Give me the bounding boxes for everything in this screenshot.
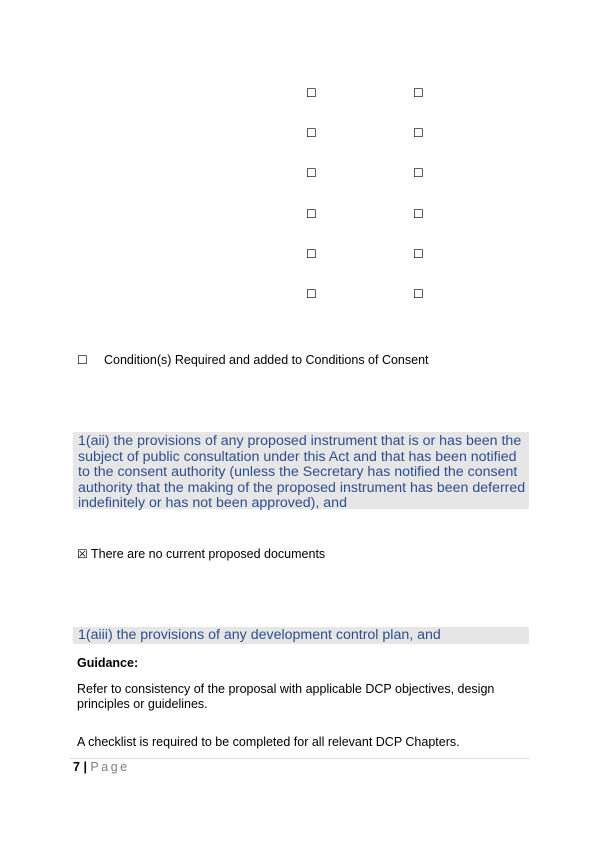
guidance-paragraph-1: Refer to consistency of the proposal with applicable DCP objectives, design principles or guidelines. — [77, 682, 495, 711]
proposed-documents-row — [77, 547, 527, 562]
proposed-documents-label: There are no current proposed documents — [91, 547, 326, 561]
checkbox-r3-c2[interactable]: ☐ — [413, 166, 424, 180]
condition-row — [77, 352, 429, 368]
condition-checkbox[interactable]: ☐ — [77, 353, 88, 367]
page-label: Page — [90, 760, 130, 774]
guidance-paragraph-2: A checklist is required to be completed for all relevant DCP Chapters. — [77, 735, 460, 749]
page-separator: | — [83, 760, 87, 774]
proposed-documents-checkbox[interactable]: ☒ — [77, 547, 88, 561]
checkbox-r5-c2[interactable]: ☐ — [413, 247, 424, 261]
guidance-heading: Guidance: — [77, 656, 139, 670]
checkbox-r2-c2[interactable]: ☐ — [413, 126, 424, 140]
checkbox-r4-c2[interactable]: ☐ — [413, 207, 424, 221]
checkbox-r1-c2[interactable]: ☐ — [413, 86, 424, 100]
checkbox-r3-c1[interactable]: ☐ — [306, 166, 317, 180]
checkbox-r6-c2[interactable]: ☐ — [413, 287, 424, 301]
section-1aii-heading: 1(aii) the provisions of any proposed instrument that is or has been the subject of public consultation under this Act and that has been notified to the consent authority (unless the Secretary has notified the consent authority that the making of the proposed instrument has been deferred indefinitely or has not been approved), and — [73, 432, 529, 509]
page-footer — [73, 760, 130, 775]
checkbox-r5-c1[interactable]: ☐ — [306, 247, 317, 261]
section-1aiii-heading: 1(aiii) the provisions of any development control plan, and — [73, 627, 529, 644]
checkbox-r1-c1[interactable]: ☐ — [306, 86, 317, 100]
checkbox-r4-c1[interactable]: ☐ — [306, 207, 317, 221]
condition-label: Condition(s) Required and added to Conditions of Consent — [104, 353, 429, 367]
footer-divider — [70, 758, 529, 759]
checkbox-r6-c1[interactable]: ☐ — [306, 287, 317, 301]
checkbox-r2-c1[interactable]: ☐ — [306, 126, 317, 140]
page-number: 7 — [73, 760, 80, 774]
